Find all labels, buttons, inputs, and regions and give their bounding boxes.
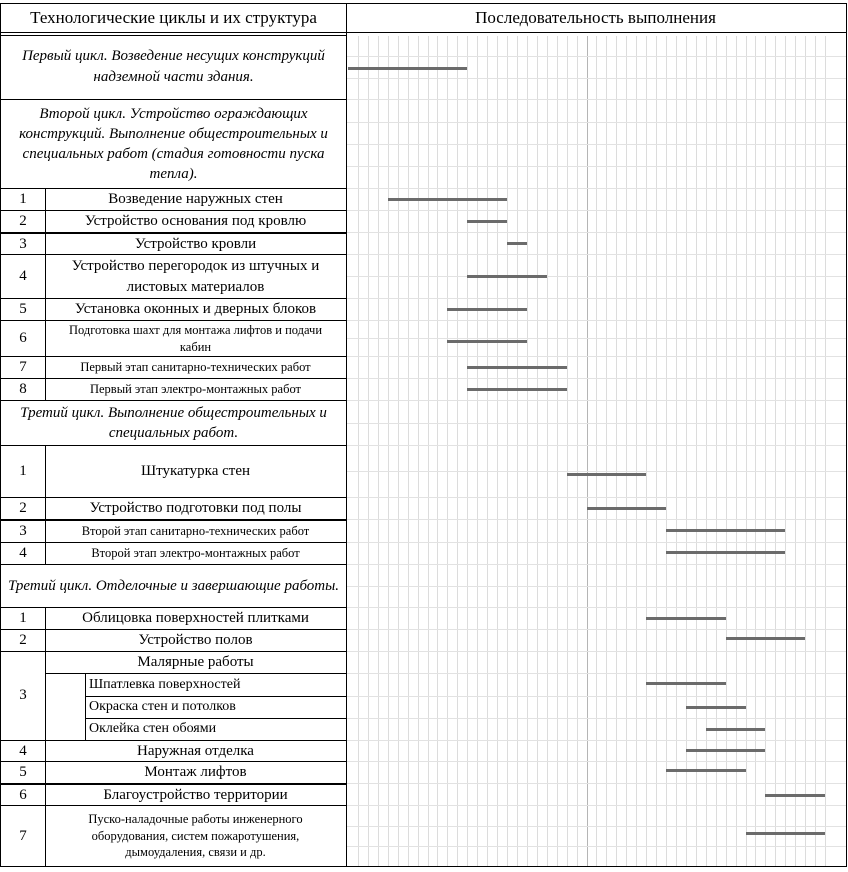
row-number: 6 <box>19 786 27 803</box>
row-divider <box>45 673 347 674</box>
row-number: 1 <box>19 463 27 480</box>
grid-line <box>347 629 846 630</box>
cycle-4-title: Третий цикл. Отделочные и завершающие работы. <box>7 577 340 594</box>
row-number: 7 <box>19 827 27 844</box>
grid-line <box>347 99 846 100</box>
grid-line <box>347 356 846 357</box>
row-divider <box>0 210 347 211</box>
task-name: Устройство основания под кровлю <box>84 213 307 230</box>
row-number: 2 <box>19 213 27 230</box>
grid-line <box>347 542 846 543</box>
row-number: 8 <box>19 381 27 398</box>
task-name: Малярные работы <box>137 654 254 671</box>
task-name: Установка оконных и дверных блоков <box>74 301 317 318</box>
gantt-bar <box>666 529 785 532</box>
grid-line <box>765 36 766 866</box>
grid-line <box>388 36 389 866</box>
grid-line <box>378 36 379 866</box>
row-number: 4 <box>19 268 27 285</box>
grid-line <box>347 607 846 608</box>
gantt-bar <box>587 507 667 510</box>
grid-line <box>347 122 846 123</box>
gantt-bar <box>388 198 507 201</box>
grid-line <box>347 166 846 167</box>
task-name: Устройство полов <box>138 632 253 649</box>
task-name: Устройство подготовки под полы <box>89 500 302 517</box>
grid-line <box>825 36 826 866</box>
grid-line <box>726 36 727 866</box>
gantt-bar <box>666 769 746 772</box>
gantt-bar <box>467 275 547 278</box>
task-name: Устройство перегородок из штучных и листовых материалов <box>71 258 320 295</box>
grid-line <box>347 338 846 339</box>
grid-line <box>347 497 846 498</box>
grid-line <box>646 36 647 866</box>
gantt-bar <box>348 67 467 70</box>
grid-line <box>347 210 846 211</box>
grid-line <box>347 740 846 741</box>
grid-line <box>676 36 677 866</box>
table-border <box>0 35 347 36</box>
grid-line <box>428 36 429 866</box>
row-number: 1 <box>19 191 27 208</box>
grid-line <box>636 36 637 866</box>
gantt-bar <box>646 682 726 685</box>
row-divider <box>0 254 347 255</box>
grid-line <box>347 761 846 762</box>
grid-line <box>347 586 846 587</box>
row-number: 3 <box>19 235 27 252</box>
grid-line <box>347 826 846 827</box>
grid-line <box>815 36 816 866</box>
row-divider <box>0 298 347 299</box>
gantt-bar <box>567 473 647 476</box>
subtask-name: Оклейка стен обоями <box>89 721 217 737</box>
task-name: Второй этап санитарно-технических работ <box>81 524 310 539</box>
grid-line <box>606 36 607 866</box>
column-divider <box>85 673 86 741</box>
row-divider <box>0 783 347 785</box>
row-divider <box>0 378 347 379</box>
grid-line <box>347 805 846 806</box>
grid-line <box>616 36 617 866</box>
grid-line <box>666 36 667 866</box>
grid-line <box>805 36 806 866</box>
grid-line <box>477 36 478 866</box>
header-sequence: Последовательность выполнения <box>475 7 716 27</box>
column-divider <box>45 607 46 867</box>
row-number: 2 <box>19 632 27 649</box>
row-number: 4 <box>19 742 27 759</box>
grid-line <box>497 36 498 866</box>
grid-line <box>408 36 409 866</box>
row-divider <box>0 564 347 565</box>
grid-line <box>795 36 796 866</box>
grid-line <box>347 783 846 784</box>
grid-line <box>577 36 578 866</box>
grid-line <box>746 36 747 866</box>
task-name: Благоустройство территории <box>103 786 288 803</box>
row-divider <box>0 629 347 630</box>
cycle-3-title: Третий цикл. Выполнение общестроительных и специальных работ. <box>20 404 327 441</box>
row-divider <box>85 718 347 719</box>
gantt-bar <box>447 308 527 311</box>
gantt-bar <box>666 551 785 554</box>
grid-line <box>347 298 846 299</box>
grid-line <box>557 36 558 866</box>
grid-line <box>368 36 369 866</box>
grid-line <box>547 36 548 866</box>
gantt-bar <box>467 220 507 223</box>
grid-line <box>537 36 538 866</box>
grid-line <box>527 36 528 866</box>
task-name: Подготовка шахт для монтажа лифтов и подачи кабин <box>68 322 323 354</box>
task-name: Пуско-наладочные работы инженерного оборудования, систем пожаротушения, дымоудаления, связи и др. <box>88 811 303 860</box>
row-number: 5 <box>19 301 27 318</box>
row-divider <box>0 99 347 100</box>
gantt-bar <box>686 749 766 752</box>
grid-line <box>785 36 786 866</box>
task-name: Устройство кровли <box>134 235 257 252</box>
gantt-bar <box>746 832 826 835</box>
grid-line <box>626 36 627 866</box>
grid-line <box>347 564 846 565</box>
grid-line <box>347 445 846 446</box>
row-divider <box>0 542 347 543</box>
grid-line <box>347 471 846 472</box>
grid-line <box>567 36 568 866</box>
row-divider <box>85 696 347 697</box>
cycle-1-title: Первый цикл. Возведение несущих конструкций надземной части здания. <box>22 48 325 85</box>
grid-line <box>347 276 846 277</box>
gantt-bar <box>646 617 726 620</box>
grid-line <box>358 36 359 866</box>
grid-line <box>347 651 846 652</box>
grid-line <box>457 36 458 866</box>
row-number: 5 <box>19 764 27 781</box>
grid-line <box>507 36 508 866</box>
row-divider <box>0 320 347 321</box>
grid-line <box>418 36 419 866</box>
grid-line <box>437 36 438 866</box>
row-number: 7 <box>19 359 27 376</box>
cycle-2-title: Второй цикл. Устройство ограждающих конструкций. Выполнение общестроительных и специальных работ (стадия готовности пуска тепла). <box>19 105 328 183</box>
subtask-name: Окраска стен и потолков <box>89 699 236 715</box>
grid-line <box>467 36 468 866</box>
grid-line <box>347 519 846 520</box>
grid-line <box>775 36 776 866</box>
grid-line <box>696 36 697 866</box>
grid-line <box>596 36 597 866</box>
row-divider <box>0 805 347 806</box>
task-name: Штукатурка стен <box>140 463 251 480</box>
row-divider <box>0 519 347 521</box>
grid-line <box>487 36 488 866</box>
grid-line <box>347 320 846 321</box>
row-divider <box>0 651 347 652</box>
task-name: Второй этап электро-монтажных работ <box>91 546 300 561</box>
gantt-bar <box>447 340 527 343</box>
grid-line <box>347 400 846 401</box>
task-name: Облицовка поверхностей плитками <box>82 610 309 627</box>
row-divider <box>0 445 347 446</box>
table-border <box>0 3 1 867</box>
grid-line <box>716 36 717 866</box>
grid-line <box>347 696 846 697</box>
grid-line <box>587 36 588 866</box>
gantt-bar <box>467 388 566 391</box>
grid-line <box>347 188 846 189</box>
row-number: 2 <box>19 500 27 517</box>
grid-line <box>736 36 737 866</box>
gantt-bar <box>507 242 527 245</box>
gantt-bar <box>765 794 825 797</box>
table-border <box>0 3 846 4</box>
grid-line <box>347 718 846 719</box>
task-name: Первый этап санитарно-технических работ <box>80 360 311 375</box>
column-divider <box>45 445 46 565</box>
grid-line <box>686 36 687 866</box>
gantt-bar <box>686 706 746 709</box>
row-divider <box>0 607 347 608</box>
table-border <box>346 3 347 867</box>
grid-line <box>447 36 448 866</box>
task-name: Возведение наружных стен <box>108 191 283 208</box>
table-border <box>0 32 846 33</box>
grid-line <box>398 36 399 866</box>
gantt-bar <box>726 637 806 640</box>
task-name: Первый этап электро-монтажных работ <box>89 382 302 397</box>
row-divider <box>0 188 347 189</box>
column-divider <box>45 188 46 401</box>
header-structure: Технологические циклы и их структура <box>30 7 317 27</box>
row-divider <box>0 356 347 357</box>
row-divider <box>0 761 347 762</box>
grid-line <box>347 423 846 424</box>
task-name: Монтаж лифтов <box>144 764 247 781</box>
grid-line <box>347 673 846 674</box>
grid-line <box>347 846 846 847</box>
subtask-name: Шпатлевка поверхностей <box>89 677 241 693</box>
gantt-bar <box>706 728 766 731</box>
grid-line <box>347 232 846 233</box>
table-border <box>0 866 846 867</box>
table-border <box>846 3 847 867</box>
grid-line <box>706 36 707 866</box>
grid-line <box>347 144 846 145</box>
row-divider <box>0 400 347 401</box>
grid-line <box>347 56 846 57</box>
grid-line <box>347 378 846 379</box>
row-number: 4 <box>19 545 27 562</box>
grid-line <box>755 36 756 866</box>
grid-line <box>517 36 518 866</box>
grid-line <box>347 78 846 79</box>
row-divider <box>0 232 347 234</box>
gantt-bar <box>467 366 566 369</box>
row-number: 3 <box>19 523 27 540</box>
row-number: 6 <box>19 330 27 347</box>
row-number: 1 <box>19 610 27 627</box>
row-divider <box>0 740 347 741</box>
grid-line <box>347 254 846 255</box>
task-name: Наружная отделка <box>137 742 254 759</box>
row-number: 3 <box>19 687 27 704</box>
grid-line <box>656 36 657 866</box>
row-divider <box>0 497 347 498</box>
